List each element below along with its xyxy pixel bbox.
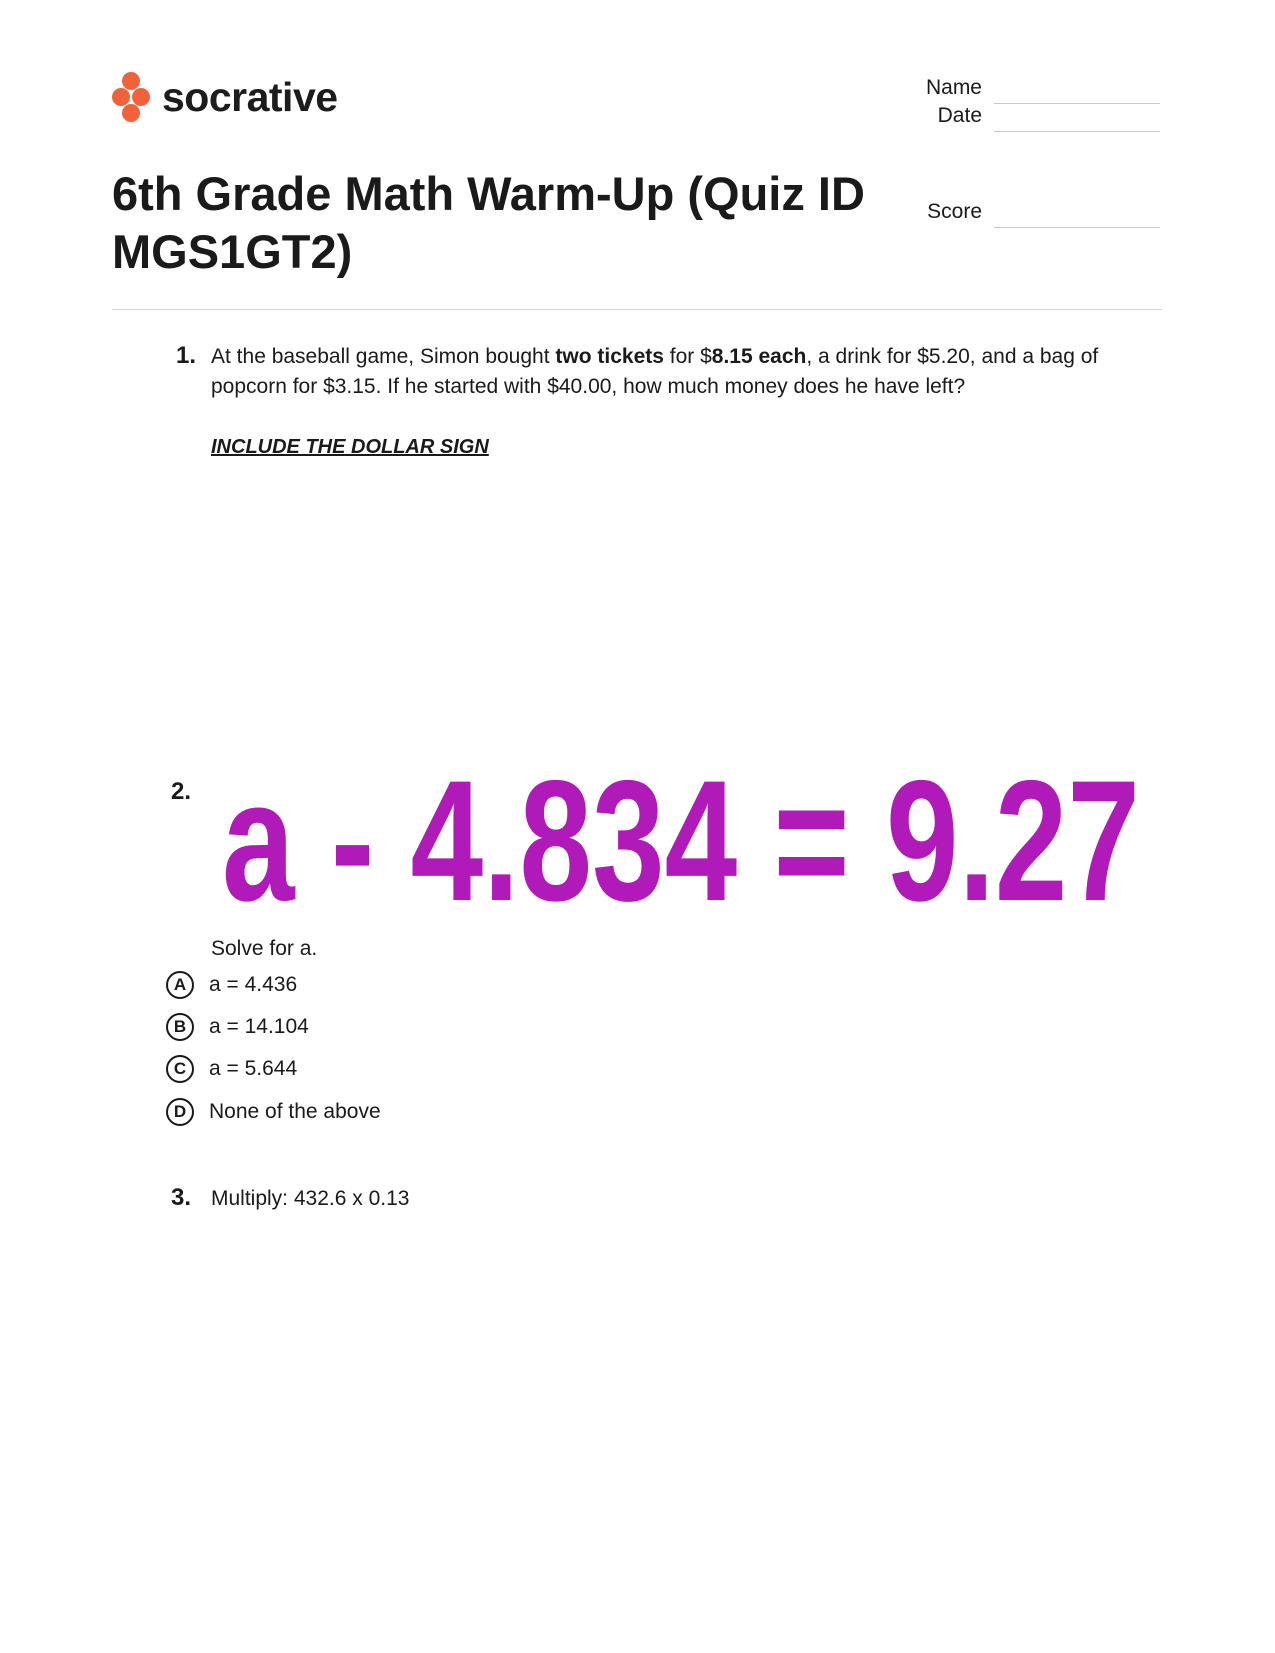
choice-d-bubble[interactable]: D [166,1098,194,1126]
name-field[interactable] [880,76,1160,106]
q3-text: Multiply: 432.6 x 0.13 [211,1187,410,1210]
q1-text-part: for $ [663,345,712,368]
q1-text-part: At the baseball game, Simon bought [211,345,556,368]
q2-number: 2. [171,778,192,805]
q1-text-part: , a drink for $5.20, and a bag of [806,345,1099,368]
choice-d[interactable] [166,1095,381,1129]
q1-note: INCLUDE THE DOLLAR SIGN [211,436,489,458]
choice-a[interactable] [166,968,297,1002]
quiz-title: 6th Grade Math Warm-Up (Quiz ID MGS1GT2) [112,167,865,278]
equation-image [222,768,1162,918]
choice-a-text: a = 4.436 [209,973,298,996]
choice-a-bubble[interactable]: A [166,971,194,999]
score-line [994,227,1160,228]
date-line [994,131,1160,132]
score-field[interactable] [880,200,1160,230]
choice-c-bubble[interactable]: C [166,1055,194,1083]
header-divider [112,309,1162,310]
date-field[interactable] [880,104,1160,134]
choice-d-text: None of the above [209,1100,381,1123]
q1-text-bold-tickets: two tickets [555,345,664,368]
equation-text: a - 4.834 = 9.27 [222,768,1140,918]
date-label: Date [937,104,982,127]
name-label: Name [925,76,982,99]
q1-text [211,342,1171,402]
q1-text-line2: popcorn for $3.15. If he started with $40.00, how much money does he have left? [211,375,966,398]
q1-number: 1. [176,342,197,369]
choice-b-bubble[interactable]: B [166,1013,194,1041]
hexagon-cluster-icon [112,72,150,122]
brand-name: socrative [162,73,338,120]
socrative-logo [112,72,338,122]
score-label: Score [927,200,982,223]
choice-c[interactable] [166,1052,297,1086]
q2-prompt: Solve for a. [211,937,318,960]
choice-b-text: a = 14.104 [209,1015,309,1038]
choice-c-text: a = 5.644 [209,1057,298,1080]
q1-text-bold-price: 8.15 each [711,345,807,368]
q3-number: 3. [171,1184,192,1211]
choice-b[interactable] [166,1010,309,1044]
